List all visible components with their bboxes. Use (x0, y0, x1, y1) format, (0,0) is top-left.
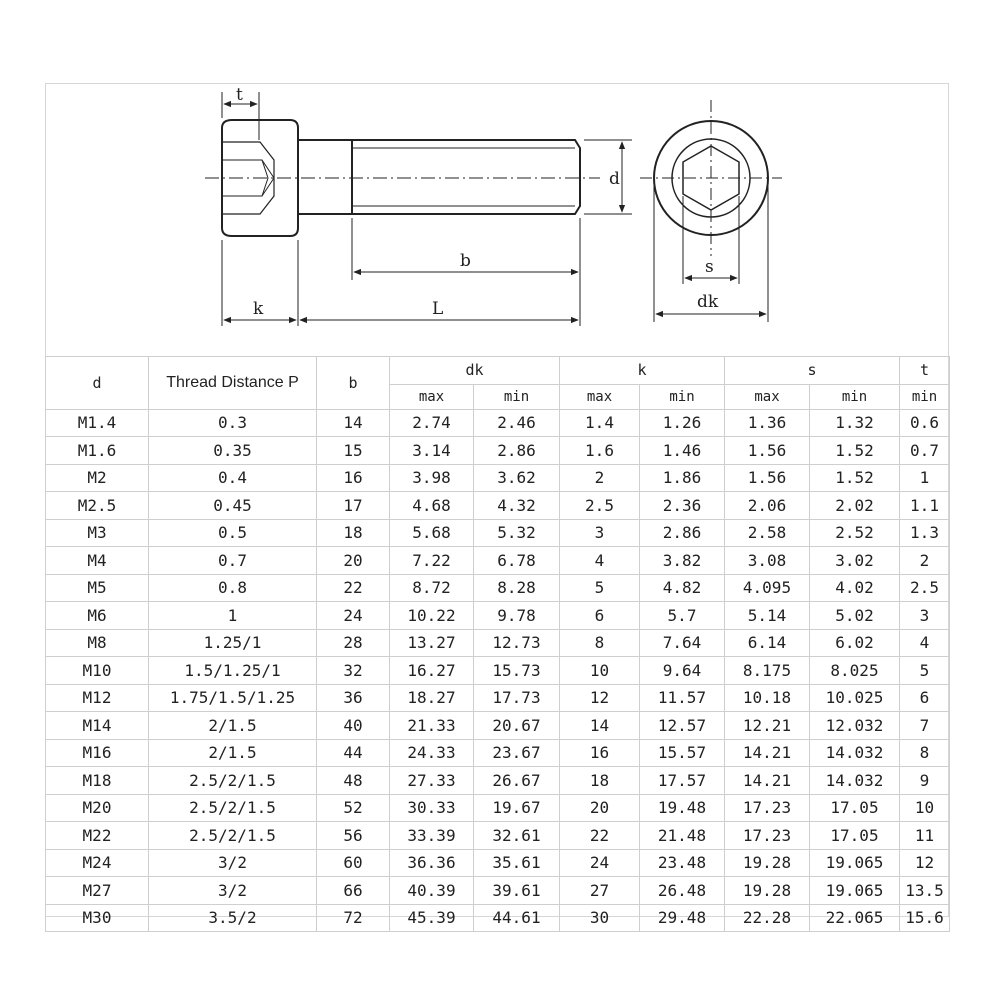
table-cell: 3 (560, 519, 640, 547)
table-row (46, 712, 950, 740)
table-cell: 2.86 (640, 519, 725, 547)
table-cell: 1.3 (900, 519, 950, 547)
bolt-technical-drawing (0, 0, 1000, 360)
table-cell: 4.82 (640, 574, 725, 602)
table-cell: 4 (560, 547, 640, 575)
table-cell: 10.18 (725, 684, 810, 712)
table-cell: 1.52 (810, 464, 900, 492)
header-b: b (317, 357, 390, 410)
table-cell: 36 (317, 684, 390, 712)
table-cell: 15.73 (474, 657, 560, 685)
label-b: b (460, 251, 471, 271)
header-thread-distance: Thread Distance P (149, 357, 317, 410)
table-cell: 1.56 (725, 464, 810, 492)
table-cell: 11 (900, 822, 950, 850)
table-cell: 1.86 (640, 464, 725, 492)
table-cell: 14 (560, 712, 640, 740)
table-cell: 0.4 (149, 464, 317, 492)
table-cell: 21.48 (640, 822, 725, 850)
table-cell: 12.57 (640, 712, 725, 740)
table-cell: 40.39 (390, 877, 474, 905)
table-cell: M1.4 (46, 409, 149, 437)
table-cell: 0.45 (149, 492, 317, 520)
table-cell: 17.23 (725, 794, 810, 822)
table-cell: 2.74 (390, 409, 474, 437)
table-cell: 17.05 (810, 794, 900, 822)
table-cell: 13.5 (900, 877, 950, 905)
table-cell: 6 (900, 684, 950, 712)
table-cell: M2.5 (46, 492, 149, 520)
table-cell: 27 (560, 877, 640, 905)
label-d: d (609, 169, 620, 189)
table-cell: M24 (46, 849, 149, 877)
table-cell: 32 (317, 657, 390, 685)
table-cell: 7.64 (640, 629, 725, 657)
table-cell: M6 (46, 602, 149, 630)
table-cell: 10 (900, 794, 950, 822)
table-cell: 56 (317, 822, 390, 850)
table-cell: 0.3 (149, 409, 317, 437)
table-row (46, 904, 950, 932)
table-cell: 26.48 (640, 877, 725, 905)
table-cell: 9 (900, 767, 950, 795)
table-cell: 2.46 (474, 409, 560, 437)
table-cell: M5 (46, 574, 149, 602)
table-cell: 27.33 (390, 767, 474, 795)
table-cell: 16 (560, 739, 640, 767)
table-cell: 19.065 (810, 877, 900, 905)
table-cell: 1.1 (900, 492, 950, 520)
table-cell: 29.48 (640, 904, 725, 932)
table-cell: 0.35 (149, 437, 317, 465)
centerline-top (640, 100, 782, 256)
table-cell: 30 (560, 904, 640, 932)
table-cell: 2.58 (725, 519, 810, 547)
table-cell: 2.5/2/1.5 (149, 822, 317, 850)
table-cell: 1.26 (640, 409, 725, 437)
table-cell: 18 (317, 519, 390, 547)
table-cell: M8 (46, 629, 149, 657)
table-cell: 22.065 (810, 904, 900, 932)
table-cell: 8.28 (474, 574, 560, 602)
table-cell: 20 (560, 794, 640, 822)
table-cell: 3.98 (390, 464, 474, 492)
dimension-table (45, 356, 950, 932)
label-s: s (705, 257, 714, 277)
table-cell: 2 (560, 464, 640, 492)
table-cell: 19.28 (725, 849, 810, 877)
table-cell: 28 (317, 629, 390, 657)
table-cell: 14.21 (725, 739, 810, 767)
table-cell: 1.25/1 (149, 629, 317, 657)
table-cell: 1.52 (810, 437, 900, 465)
table-cell: 33.39 (390, 822, 474, 850)
table-cell: M3 (46, 519, 149, 547)
table-cell: 24.33 (390, 739, 474, 767)
table-cell: 0.7 (149, 547, 317, 575)
table-cell: 3.62 (474, 464, 560, 492)
table-row (46, 657, 950, 685)
table-cell: 1.6 (560, 437, 640, 465)
table-cell: 39.61 (474, 877, 560, 905)
table-cell: 5.32 (474, 519, 560, 547)
table-cell: 45.39 (390, 904, 474, 932)
table-cell: 24 (560, 849, 640, 877)
table-cell: 7.22 (390, 547, 474, 575)
table-body (46, 409, 950, 932)
table-cell: 6.78 (474, 547, 560, 575)
table-row (46, 492, 950, 520)
header-dk: dk (390, 357, 560, 385)
table-cell: 2.5 (900, 574, 950, 602)
table-cell: 17.57 (640, 767, 725, 795)
header-d: d (46, 357, 149, 410)
table-cell: 2/1.5 (149, 739, 317, 767)
table-row (46, 574, 950, 602)
table-cell: 2.5 (560, 492, 640, 520)
table-cell: M27 (46, 877, 149, 905)
table-cell: 12.73 (474, 629, 560, 657)
table-cell: 2.06 (725, 492, 810, 520)
subheader-dk-min: min (474, 384, 560, 409)
subheader-s-min: min (810, 384, 900, 409)
table-cell: 15 (317, 437, 390, 465)
table-cell: 60 (317, 849, 390, 877)
table-cell: 3/2 (149, 849, 317, 877)
table-cell: 3 (900, 602, 950, 630)
table-cell: 8.175 (725, 657, 810, 685)
table-cell: 10.025 (810, 684, 900, 712)
table-cell: 18 (560, 767, 640, 795)
subheader-k-min: min (640, 384, 725, 409)
table-cell: 2.86 (474, 437, 560, 465)
table-cell: 0.6 (900, 409, 950, 437)
table-cell: 66 (317, 877, 390, 905)
table-cell: M18 (46, 767, 149, 795)
table-cell: 2.02 (810, 492, 900, 520)
table-cell: 17.05 (810, 822, 900, 850)
table-cell: 1.36 (725, 409, 810, 437)
table-cell: 4.68 (390, 492, 474, 520)
table-cell: 19.67 (474, 794, 560, 822)
table-cell: 16.27 (390, 657, 474, 685)
table-row (46, 849, 950, 877)
header-s: s (725, 357, 900, 385)
dim-k-L (222, 240, 580, 326)
table-cell: 8.72 (390, 574, 474, 602)
table-cell: 5.7 (640, 602, 725, 630)
table-cell: 2 (900, 547, 950, 575)
table-cell: 19.48 (640, 794, 725, 822)
table-cell: 1.4 (560, 409, 640, 437)
table-cell: 4.02 (810, 574, 900, 602)
table-cell: 1.5/1.25/1 (149, 657, 317, 685)
table-cell: M12 (46, 684, 149, 712)
table-cell: M16 (46, 739, 149, 767)
table-cell: 20.67 (474, 712, 560, 740)
table-cell: 18.27 (390, 684, 474, 712)
table-cell: 12 (900, 849, 950, 877)
header-k: k (560, 357, 725, 385)
table-cell: 5.68 (390, 519, 474, 547)
table-row (46, 822, 950, 850)
table-cell: 14.032 (810, 739, 900, 767)
table-cell: 24 (317, 602, 390, 630)
subheader-s-max: max (725, 384, 810, 409)
label-L: L (432, 299, 444, 319)
table-cell: 0.8 (149, 574, 317, 602)
table-cell: 1.32 (810, 409, 900, 437)
table-cell: 22 (560, 822, 640, 850)
table-cell: 15.6 (900, 904, 950, 932)
table-cell: 30.33 (390, 794, 474, 822)
table-cell: 26.67 (474, 767, 560, 795)
table-cell: 4.32 (474, 492, 560, 520)
table-cell: 12 (560, 684, 640, 712)
table-cell: 7 (900, 712, 950, 740)
table-row (46, 464, 950, 492)
label-k: k (253, 299, 264, 319)
subheader-dk-max: max (390, 384, 474, 409)
table-cell: 1.56 (725, 437, 810, 465)
table-cell: 4.095 (725, 574, 810, 602)
table-cell: 3.02 (810, 547, 900, 575)
subheader-k-max: max (560, 384, 640, 409)
table-cell: 5.14 (725, 602, 810, 630)
table-cell: 12.032 (810, 712, 900, 740)
table-row (46, 409, 950, 437)
table-row (46, 547, 950, 575)
table-cell: 10 (560, 657, 640, 685)
table-cell: 23.67 (474, 739, 560, 767)
label-t: t (236, 85, 243, 105)
table-cell: M10 (46, 657, 149, 685)
table-cell: 22 (317, 574, 390, 602)
table-cell: 6.02 (810, 629, 900, 657)
table-cell: 2.5/2/1.5 (149, 794, 317, 822)
table-cell: 10.22 (390, 602, 474, 630)
table-cell: M14 (46, 712, 149, 740)
table-cell: M2 (46, 464, 149, 492)
table-row (46, 739, 950, 767)
table-row (46, 767, 950, 795)
table-cell: 5 (560, 574, 640, 602)
table-cell: 2.5/2/1.5 (149, 767, 317, 795)
table-row (46, 437, 950, 465)
subheader-t-min: min (900, 384, 950, 409)
table-cell: 20 (317, 547, 390, 575)
table-cell: 17 (317, 492, 390, 520)
table-row (46, 684, 950, 712)
table-cell: 0.5 (149, 519, 317, 547)
table-cell: 21.33 (390, 712, 474, 740)
table-row (46, 794, 950, 822)
table-cell: 8 (560, 629, 640, 657)
table-cell: 2/1.5 (149, 712, 317, 740)
table-cell: 2.52 (810, 519, 900, 547)
header-t: t (900, 357, 950, 385)
table-cell: 72 (317, 904, 390, 932)
table-cell: 19.28 (725, 877, 810, 905)
table-cell: 13.27 (390, 629, 474, 657)
table-cell: 12.21 (725, 712, 810, 740)
table-cell: 14 (317, 409, 390, 437)
table-cell: 1.75/1.5/1.25 (149, 684, 317, 712)
table-cell: M4 (46, 547, 149, 575)
table-cell: 35.61 (474, 849, 560, 877)
table-cell: 8.025 (810, 657, 900, 685)
table-cell: 3.14 (390, 437, 474, 465)
table-cell: 5.02 (810, 602, 900, 630)
table-cell: 23.48 (640, 849, 725, 877)
table-row (46, 519, 950, 547)
table-cell: 6.14 (725, 629, 810, 657)
table-row (46, 602, 950, 630)
table-cell: 5 (900, 657, 950, 685)
table-row (46, 877, 950, 905)
table-cell: 3.82 (640, 547, 725, 575)
table-cell: 4 (900, 629, 950, 657)
table-cell: 9.64 (640, 657, 725, 685)
table-cell: 44 (317, 739, 390, 767)
table-cell: 0.7 (900, 437, 950, 465)
table-cell: 9.78 (474, 602, 560, 630)
table-cell: 14.21 (725, 767, 810, 795)
table-cell: 3.08 (725, 547, 810, 575)
table-cell: M20 (46, 794, 149, 822)
table-cell: 16 (317, 464, 390, 492)
table-cell: 8 (900, 739, 950, 767)
table-cell: 36.36 (390, 849, 474, 877)
table-cell: 48 (317, 767, 390, 795)
table-cell: 22.28 (725, 904, 810, 932)
table-cell: 1 (149, 602, 317, 630)
table-cell: 6 (560, 602, 640, 630)
table-cell: 14.032 (810, 767, 900, 795)
table-row (46, 629, 950, 657)
table-cell: 17.23 (725, 822, 810, 850)
table-cell: 11.57 (640, 684, 725, 712)
table-cell: 1 (900, 464, 950, 492)
table-cell: 40 (317, 712, 390, 740)
table-cell: 15.57 (640, 739, 725, 767)
table-cell: M1.6 (46, 437, 149, 465)
table-cell: 19.065 (810, 849, 900, 877)
dim-d (584, 140, 632, 214)
table-cell: 3.5/2 (149, 904, 317, 932)
table-cell: 32.61 (474, 822, 560, 850)
table-cell: 3/2 (149, 877, 317, 905)
table-cell: 17.73 (474, 684, 560, 712)
table-cell: 1.46 (640, 437, 725, 465)
table-cell: M30 (46, 904, 149, 932)
table-cell: M22 (46, 822, 149, 850)
table-cell: 2.36 (640, 492, 725, 520)
label-dk: dk (697, 292, 719, 312)
table-cell: 52 (317, 794, 390, 822)
table-cell: 44.61 (474, 904, 560, 932)
